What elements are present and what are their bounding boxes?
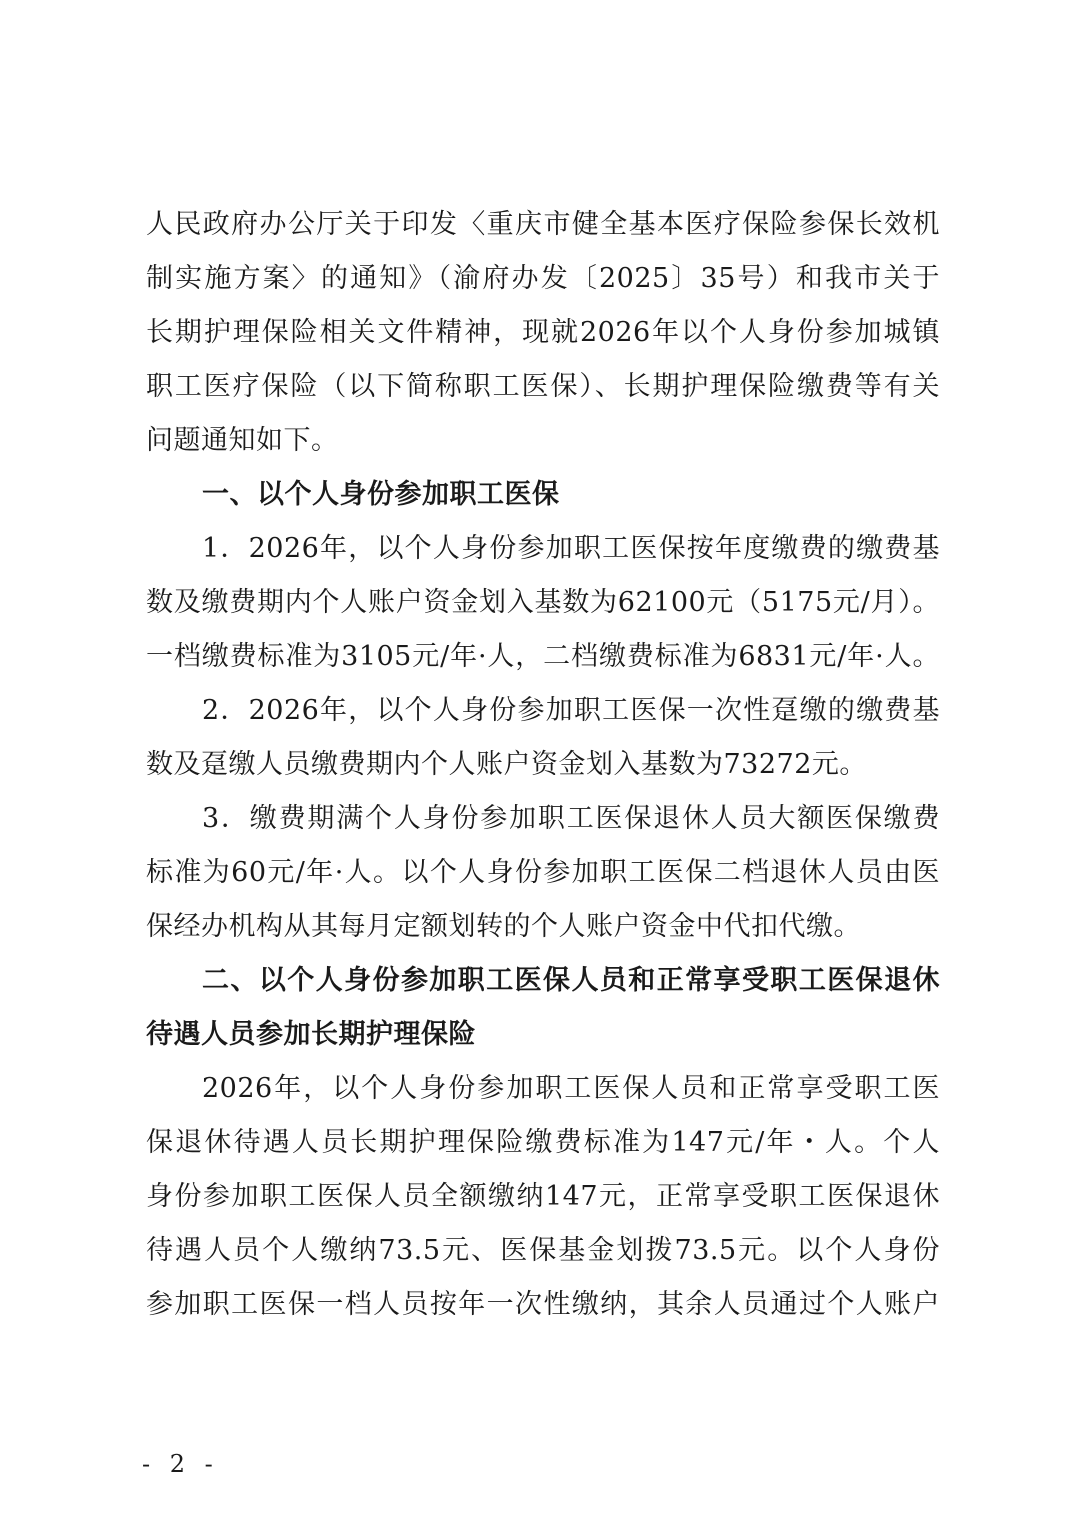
paragraph-line: 一档缴费标准为3105元/年·人，二档缴费标准为6831元/年·人。 [146, 641, 940, 672]
document-body [146, 198, 940, 1332]
paragraph-line: 3．缴费期满个人身份参加职工医保退休人员大额医保缴费 [202, 803, 940, 834]
paragraph-line: 保退休待遇人员长期护理保险缴费标准为147元/年・人。个人 [146, 1127, 940, 1158]
paragraph-line: 参加职工医保一档人员按年一次性缴纳，其余人员通过个人账户 [146, 1289, 940, 1320]
paragraph-line: 制实施方案〉的通知》（渝府办发〔2025〕35号）和我市关于 [146, 263, 940, 294]
paragraph-line: 保经办机构从其每月定额划转的个人账户资金中代扣代缴。 [146, 911, 861, 942]
paragraph-line: 人民政府办公厅关于印发〈重庆市健全基本医疗保险参保长效机 [146, 209, 940, 240]
paragraph-line: 1．2026年，以个人身份参加职工医保按年度缴费的缴费基 [202, 533, 940, 564]
paragraph-line: 身份参加职工医保人员全额缴纳147元，正常享受职工医保退休 [146, 1181, 940, 1212]
section-heading-2: 二、以个人身份参加职工医保人员和正常享受职工医保退休 [202, 965, 940, 996]
paragraph-line: 2．2026年，以个人身份参加职工医保一次性趸缴的缴费基 [202, 695, 940, 726]
paragraph-line: 待遇人员个人缴纳73.5元、医保基金划拨73.5元。以个人身份 [146, 1235, 940, 1266]
paragraph-line: 问题通知如下。 [146, 425, 339, 456]
paragraph-line: 数及趸缴人员缴费期内个人账户资金划入基数为73272元。 [146, 749, 867, 780]
section-heading-2-cont: 待遇人员参加长期护理保险 [146, 1019, 476, 1050]
paragraph-line: 2026年，以个人身份参加职工医保人员和正常享受职工医 [202, 1073, 940, 1104]
section-heading-1: 一、以个人身份参加职工医保 [202, 479, 560, 510]
page-number: - 2 - [142, 1450, 219, 1478]
paragraph-line: 长期护理保险相关文件精神，现就2026年以个人身份参加城镇 [146, 317, 940, 348]
paragraph-line: 数及缴费期内个人账户资金划入基数为62100元（5175元/月）。 [146, 587, 940, 618]
paragraph-line: 职工医疗保险（以下简称职工医保）、长期护理保险缴费等有关 [146, 371, 940, 402]
paragraph-line: 标准为60元/年·人。以个人身份参加职工医保二档退休人员由医 [146, 857, 940, 888]
